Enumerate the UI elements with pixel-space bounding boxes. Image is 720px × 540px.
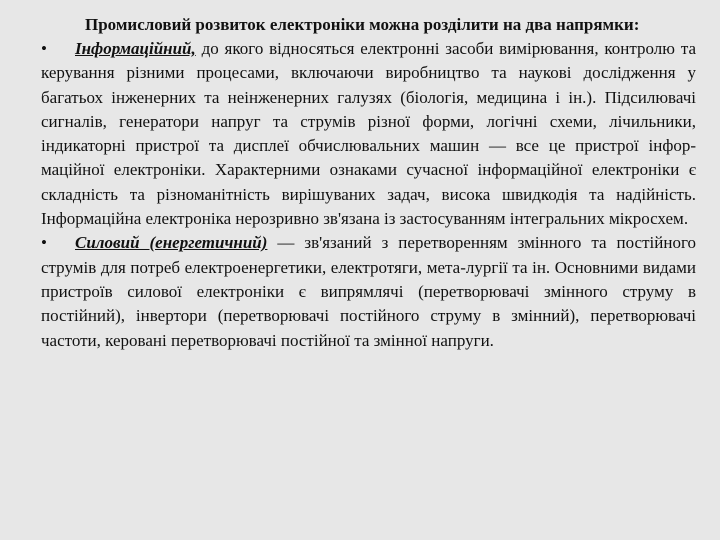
intro-heading: Промисловий розвиток електроніки можна розділити на два напрямки: — [85, 15, 640, 34]
term-power: Силовий (енергетичний) — [75, 233, 268, 253]
list-item-power — [41, 231, 696, 352]
bullet-icon: • — [41, 233, 47, 253]
bullet-icon: • — [41, 39, 47, 58]
item-text-informational: до якого відносяться електронні засоби вимірювання, контролю та керування різними процесами, включаючи виробництво та наукові дослідження у багатьох інженерних та неінженерних галузях (біологія, медицина і ін.). Підсилювачі сигналів, генератори напруг та струмів різної форми, логічні схеми, лічильники, індикаторні пристрої та дисплеї обчислювальних машин — все це пристрої інфор-маційної електроніки. Характерними ознаками сучасної інформаційної електроніки є складність та різноманітність вирішуваних задач, висока швидкодія та надійність. Інформаційна електроніка нерозривно зв'язана із застосуванням інтегральних мікросхем. — [41, 39, 696, 229]
term-informational: Інформаційний, — [75, 39, 196, 58]
list-item-informational — [41, 37, 696, 231]
item-text-power: — зв'язаний з перетворенням змінного та постійного струмів для потреб електроенергетики, електротяги, мета-лургії та ін. Основними видами пристроїв силової електроніки є випрямлячі (перетворювачі змінного струму в постійний), інвертори (перетворювачі постійного струму в змінний), перетворювачі частоти, керовані перетворювачі постійної та змінної напруги. — [41, 233, 696, 350]
